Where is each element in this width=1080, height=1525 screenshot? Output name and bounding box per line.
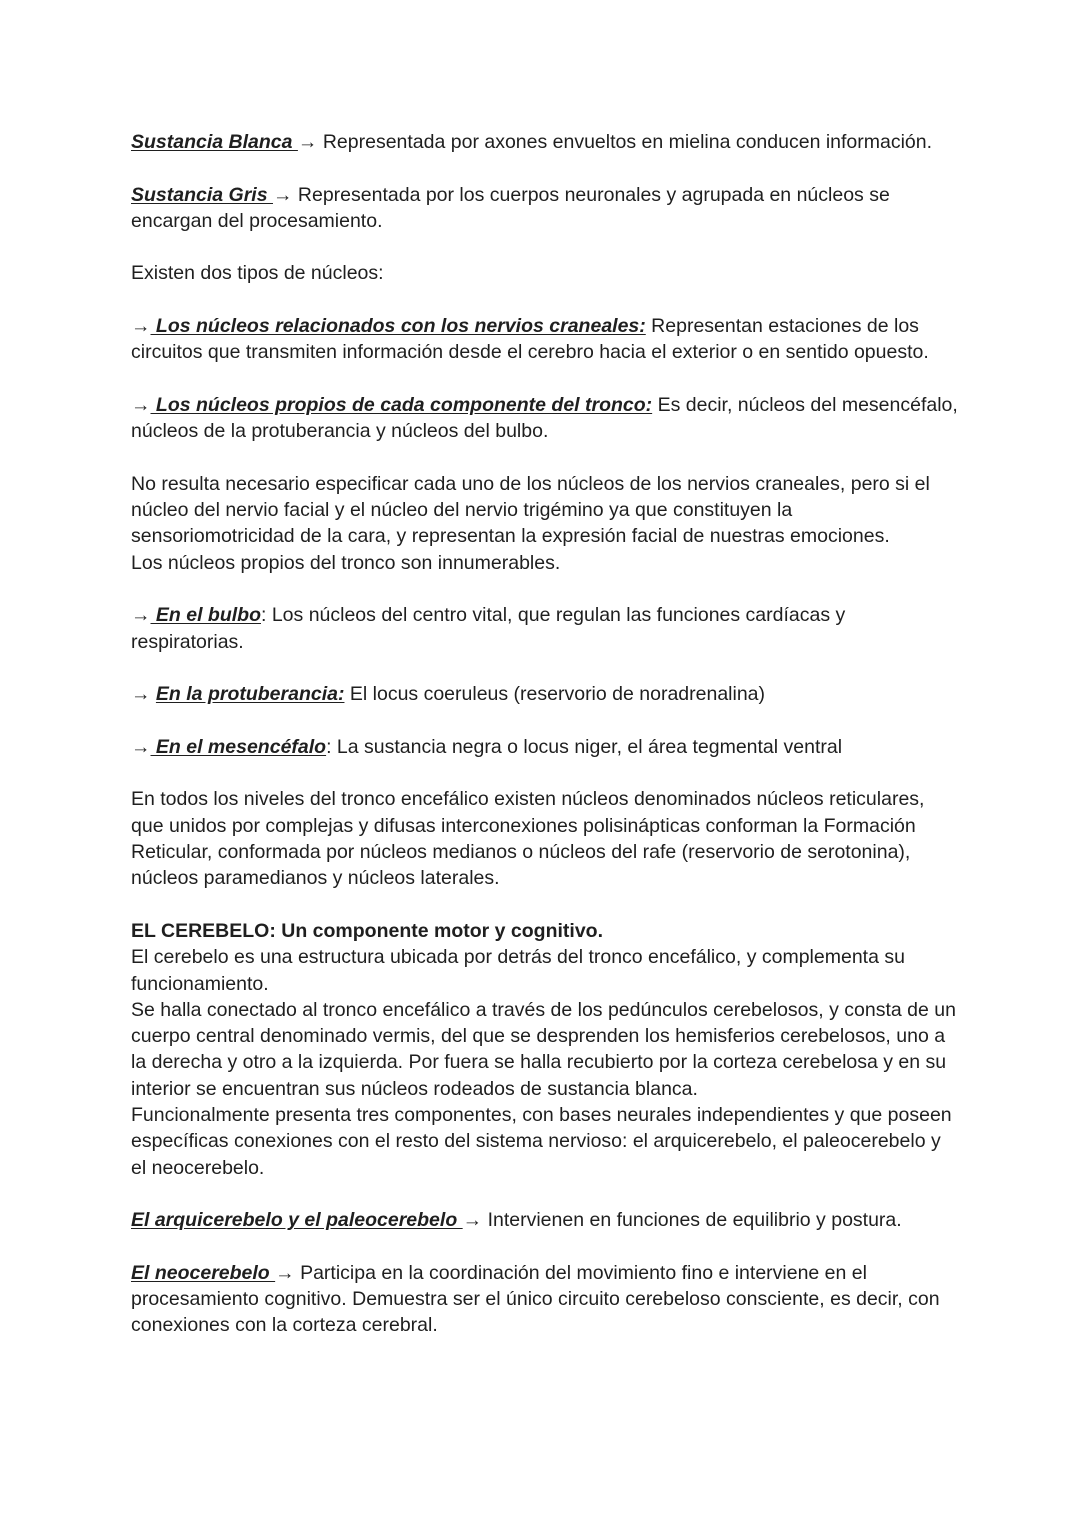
paragraph-sustancia-gris: [131, 182, 961, 235]
paragraph-formacion-reticular: [131, 786, 961, 891]
definition-text: : Los núcleos del centro vital, que regulan las funciones cardíacas y respiratorias.: [131, 604, 846, 653]
body-text: Se halla conectado al tronco encefálico a través de los pedúnculos cerebelosos, y consta de un cuerpo central denominado vermis, del que se desprenden los hemisferios cerebelosos, uno a la derecha y otro a la izquierda. Por fuera se halla recubierto por la corteza cerebelosa y en su interior se encuentran sus núcleos rodeados de sustancia blanca.: [131, 998, 956, 1100]
definition-text: Representada por axones envueltos en mielina conducen información.: [322, 131, 933, 153]
paragraph-bulbo: [131, 602, 961, 655]
arrow-icon: →: [131, 393, 151, 416]
body-text: Existen dos tipos de núcleos:: [131, 262, 384, 285]
paragraph-neocerebelo: [131, 1260, 961, 1339]
document-page: [131, 129, 961, 1365]
term-nucleos-propios: Los núcleos propios de cada componente del tronco:: [150, 393, 653, 416]
term-sustancia-blanca: Sustancia Blanca: [131, 131, 298, 153]
body-text: Funcionalmente presenta tres componentes, con bases neurales independientes y que poseen específicas conexiones con el resto del sistema nervioso: el arquicerebelo, el paleocerebelo y el neocerebelo.: [131, 1103, 952, 1179]
body-text: El cerebelo es una estructura ubicada por detrás del tronco encefálico, y complementa su funcionamiento.: [131, 946, 905, 995]
term-neocerebelo: El neocerebelo: [131, 1261, 276, 1284]
definition-text: Representan estaciones de los circuitos que transmiten información desde el cerebro hacia el exterior o en sentido opuesto.: [131, 315, 929, 364]
definition-text: Es decir, núcleos del mesencéfalo, núcleos de la protuberancia y núcleos del bulbo.: [131, 393, 958, 443]
term-sustancia-gris: Sustancia Gris: [131, 183, 273, 206]
body-text: Los núcleos propios del tronco son innumerables.: [131, 551, 561, 574]
definition-text: Representada por los cuerpos neuronales y agrupada en núcleos se encargan del procesamiento.: [131, 183, 890, 232]
paragraph-nucleos-propios: [131, 392, 961, 445]
term-bulbo: En el bulbo: [150, 604, 261, 627]
paragraph-nucleos-craneales: [131, 313, 961, 366]
body-text: En todos los niveles del tronco encefálico existen núcleos denominados núcleos reticulares, que unidos por complejas y difusas interconexiones polisinápticas conforman la Formación Reticular, conformada por núcleos medianos o núcleos del rafe (reservorio de serotonina), núcleos paramedianos y núcleos laterales.: [131, 788, 925, 890]
paragraph-mesencefalo: [131, 734, 961, 760]
arrow-icon: →: [297, 131, 323, 153]
definition-text: Intervienen en funciones de equilibrio y postura.: [487, 1209, 902, 1232]
term-arquicerebelo: El arquicerebelo y el paleocerebelo: [131, 1209, 463, 1232]
definition-text: : La sustancia negra o locus niger, el área tegmental ventral: [326, 735, 843, 758]
paragraph-protuberancia: [131, 681, 961, 707]
body-text: No resulta necesario especificar cada uno de los núcleos de los nervios craneales, pero si el núcleo del nervio facial y el núcleo del nervio trigémino ya que constituyen la sensoriomotricidad de la cara, y representan la expresión facial de nuestras emociones.: [131, 472, 930, 548]
paragraph-tipos-nucleos: [131, 260, 961, 286]
arrow-icon: →: [131, 735, 151, 758]
term-protuberancia: En la protuberancia:: [155, 683, 345, 706]
arrow-icon: →: [272, 183, 298, 206]
term-nucleos-craneales: Los núcleos relacionados con los nervios craneales:: [150, 315, 646, 338]
arrow-icon: →: [131, 604, 151, 627]
term-mesencefalo: En el mesencéfalo: [150, 735, 327, 758]
section-heading: EL CEREBELO: Un componente motor y cognitivo.: [131, 919, 603, 942]
paragraph-nervios-craneales: [131, 471, 961, 576]
paragraph-sustancia-blanca: [131, 129, 961, 155]
paragraph-arquicerebelo: [131, 1207, 961, 1233]
definition-text: El locus coeruleus (reservorio de noradrenalina): [344, 683, 766, 706]
arrow-icon: →: [275, 1261, 301, 1284]
section-cerebelo: [131, 918, 961, 1181]
definition-text: Participa en la coordinación del movimiento fino e interviene en el procesamiento cognitivo. Demuestra ser el único circuito cerebeloso consciente, es decir, con conexiones con la corteza cerebral.: [131, 1261, 940, 1337]
arrow-icon: →: [131, 683, 156, 706]
arrow-icon: →: [462, 1209, 488, 1232]
arrow-icon: →: [131, 315, 151, 338]
